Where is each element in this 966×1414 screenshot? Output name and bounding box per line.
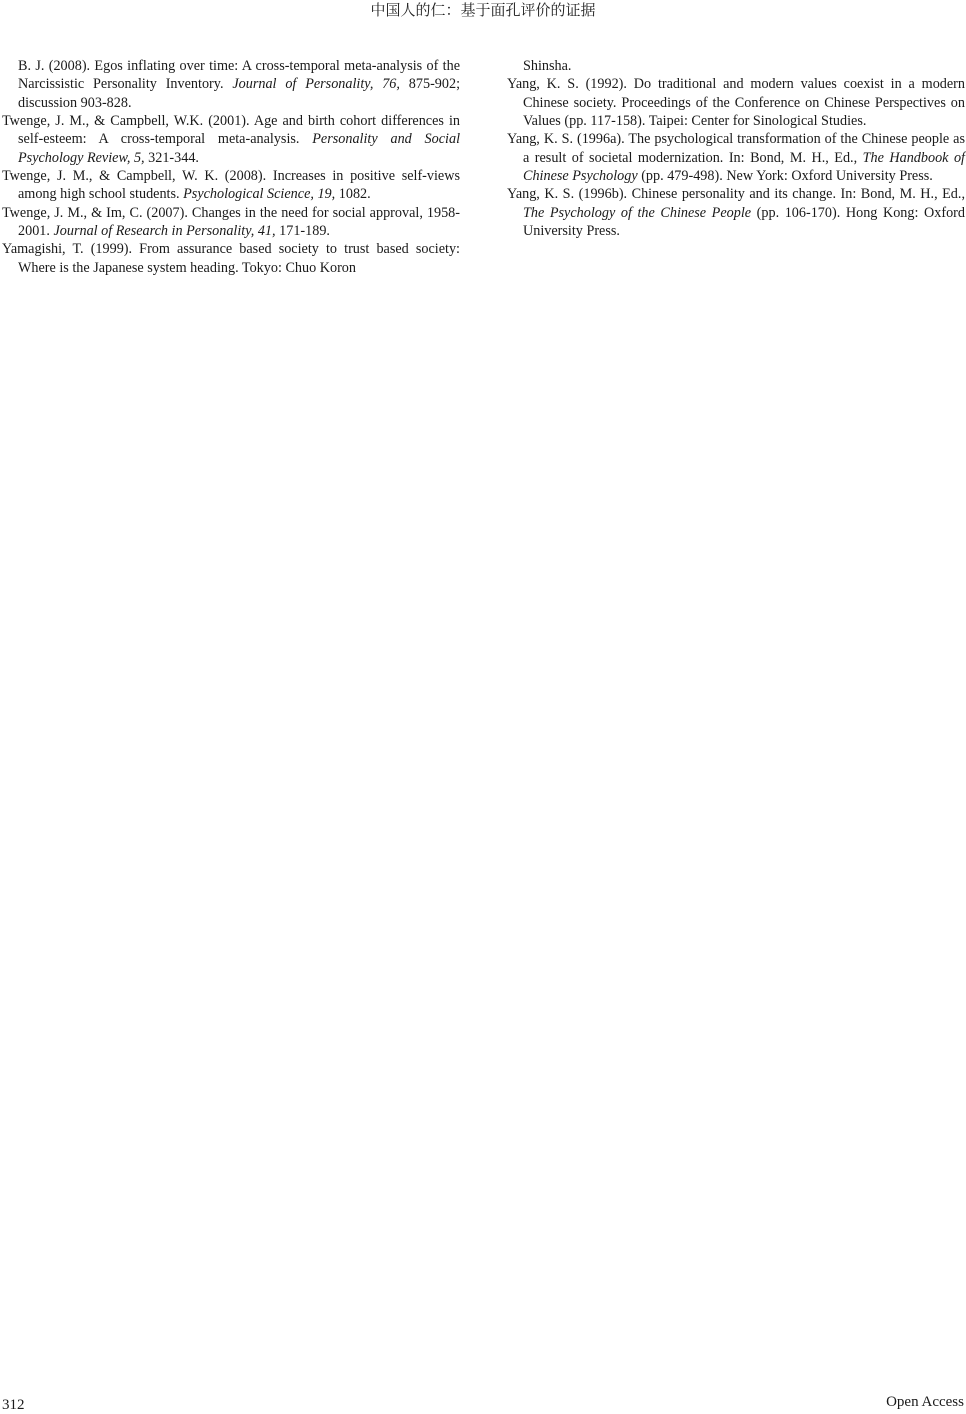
running-title: 中国人的仁：基于面孔评价的证据 [370,1,596,19]
reference-source-title: Psychological Science, 19, [183,186,336,203]
references-right-column [507,57,965,240]
reference-text: Twenge, J. M., & Im, C. (2007). Changes in the need for social approval, 1958-2001. [2,204,460,240]
reference-text: Twenge, J. M., & Campbell, W.K. (2001). Age and birth cohort differences in self-esteem: A cross-temporal meta-analysis. [2,113,460,148]
reference-text: Yang, K. S. (1992). Do traditional and modern values coexist in a modern Chinese society. Proceedings of the Conference on Chinese Perspectives on Values (pp. 117-158). Taipei: Center for Sinological Studies. [507,76,965,130]
reference-text: Twenge, J. M., & Campbell, W. K. (2008). Increases in positive self-views among high school students. [2,168,460,203]
reference-entry-continuation [507,57,965,75]
reference-text: B. J. (2008). Egos inflating over time: A cross-temporal meta-analysis of the Narcissistic Personality Inventory. [18,58,460,93]
reference-source-title: Journal of Research in Personality, 41, [53,223,276,240]
open-access-label: Open Access [886,1394,964,1410]
reference-entry [2,204,460,241]
reference-text: Yang, K. S. (1996b). Chinese personality and its change. In: Bond, M. H., Ed., [507,186,965,203]
reference-text: (pp. 106-170). Hong Kong: Oxford University Press. [523,204,965,240]
reference-text: 321-344. [144,149,199,166]
reference-entry [507,130,965,185]
reference-source-title: The Handbook of Chinese Psychology [523,149,965,185]
reference-text: 1082. [335,186,371,203]
reference-entry [2,167,460,204]
reference-entry-continuation [2,57,460,112]
reference-text: (pp. 479-498). New York: Oxford University Press. [637,168,933,185]
reference-text: Yamagishi, T. (1999). From assurance based society to trust based society: Where is the Japanese system heading. Tokyo: Chuo Koron [2,241,460,276]
page-number: 312 [2,1397,25,1413]
reference-entry [2,112,460,167]
reference-source-title: Journal of Personality, 76, [232,76,400,93]
references-left-column [2,57,460,277]
reference-entry [507,185,965,240]
reference-source-title: The Psychology of the Chinese People [523,204,752,221]
reference-text: Yang, K. S. (1996a). The psychological transformation of the Chinese people as a result of societal modernization. In: Bond, M. H., Ed., [507,131,965,166]
reference-entry [2,240,460,277]
reference-text: 875-902; discussion 903-828. [18,76,461,111]
reference-source-title: Personality and Social Psychology Review, 5, [18,131,461,166]
reference-entry [507,75,965,130]
reference-text: 171-189. [275,223,330,240]
reference-text: Shinsha. [523,58,572,74]
